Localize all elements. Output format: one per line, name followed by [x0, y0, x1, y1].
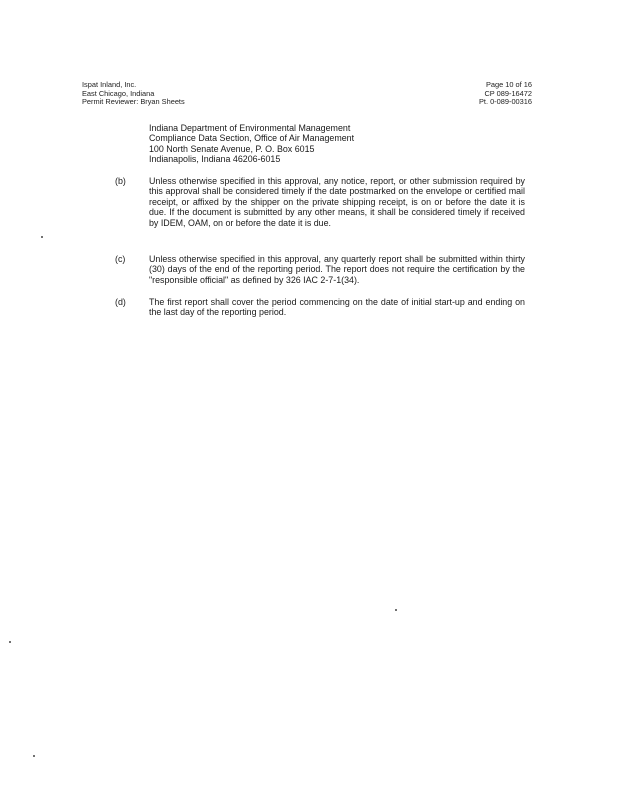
- scan-speck: [395, 609, 397, 611]
- header-left: [82, 81, 185, 107]
- address-line: Indiana Department of Environmental Management: [149, 123, 351, 133]
- header-cp-number: CP 089-16472: [484, 88, 532, 98]
- address-line: Indianapolis, Indiana 46206-6015: [149, 154, 281, 165]
- scan-speck: [9, 641, 11, 643]
- header-company: Ispat Inland, Inc.: [82, 80, 137, 89]
- address-line: 100 North Senate Avenue, P. O. Box 6015: [149, 143, 315, 154]
- paragraph-text: The first report shall cover the period commencing on the date of initial start-up and ending on the last day of the reporting period.: [149, 297, 525, 318]
- paragraph-text: Unless otherwise specified in this approval, any notice, report, or other submission required by this approval shall be considered timely if the date postmarked on the envelope or certified mail receipt, or affixed by the shipper on the private shipping receipt, is on or before the date it is due. If the document is submitted by any other means, it shall be considered timely if received by IDEM, OAM, on or before the date it is due.: [149, 176, 525, 228]
- scan-speck: [33, 755, 35, 757]
- paragraph-label: (d): [115, 297, 126, 307]
- paragraph-b: [115, 176, 525, 228]
- header-permit-number: Pt. 0-089-00316: [478, 97, 532, 107]
- address-line: Compliance Data Section, Office of Air Management: [149, 133, 355, 144]
- paragraph-c: [115, 254, 525, 285]
- paragraph-label: (b): [115, 176, 126, 186]
- header-reviewer: Permit Reviewer: Bryan Sheets: [82, 97, 185, 107]
- header-location: East Chicago, Indiana: [82, 88, 155, 98]
- header-right: [479, 81, 532, 107]
- mailing-address: [149, 123, 354, 165]
- paragraph-d: [115, 297, 525, 318]
- scan-speck: [41, 236, 43, 238]
- paragraph-text: Unless otherwise specified in this approval, any quarterly report shall be submitted within thirty (30) days of the end of the reporting period. The report does not require the certification by the "responsible official" as defined by 326 IAC 2-7-1(34).: [149, 254, 525, 285]
- header-page-number: Page 10 of 16: [485, 80, 532, 89]
- paragraph-label: (c): [115, 254, 126, 264]
